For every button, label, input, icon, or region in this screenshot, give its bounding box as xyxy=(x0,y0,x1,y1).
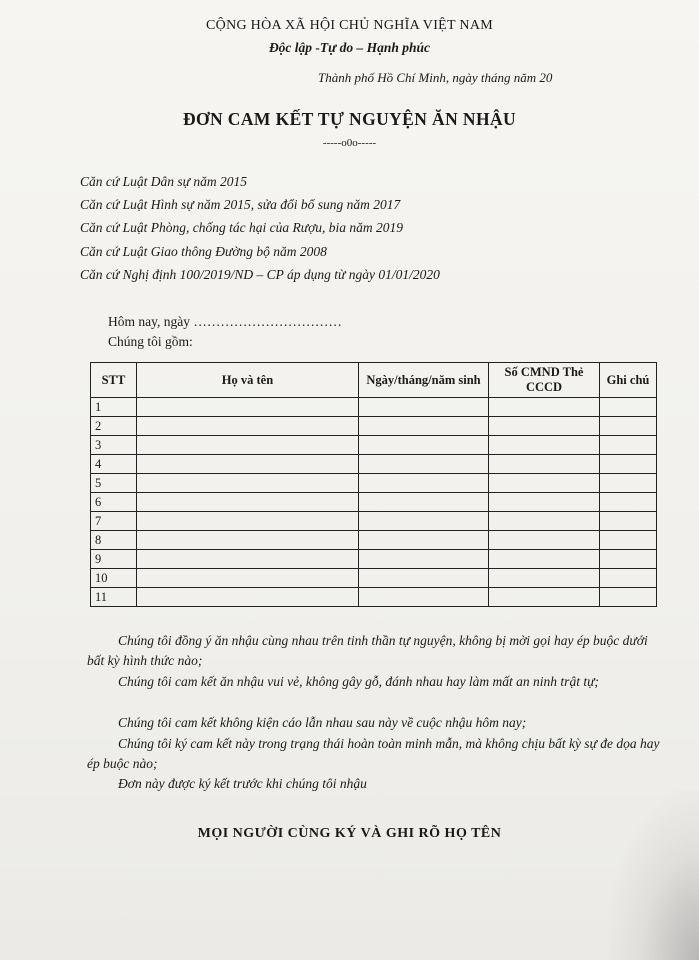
table-row xyxy=(91,436,657,455)
legal-basis-1: Căn cứ Luật Dân sự năm 2015 xyxy=(80,174,247,189)
id-number-cell[interactable] xyxy=(489,474,600,493)
note-cell[interactable] xyxy=(600,588,657,607)
note-cell[interactable] xyxy=(600,474,657,493)
header-full-name: Họ và tên xyxy=(137,363,359,398)
birth-date-cell[interactable] xyxy=(359,417,489,436)
table-row xyxy=(91,417,657,436)
table-row xyxy=(91,474,657,493)
legal-basis-5: Căn cứ Nghị định 100/2019/ND – CP áp dụng từ ngày 01/01/2020 xyxy=(80,267,440,282)
national-motto: Độc lập -Tự do – Hạnh phúc xyxy=(268,40,431,55)
name-cell[interactable] xyxy=(137,588,359,607)
photo-shadow xyxy=(609,790,699,960)
birth-date-cell[interactable] xyxy=(359,512,489,531)
name-cell[interactable] xyxy=(137,531,359,550)
commitment-1: Chúng tôi đồng ý ăn nhậu cùng nhau trên tinh thần tự nguyện, không bị mời gọi hay ép buộc dưới bất kỳ hình thức nào; xyxy=(87,633,648,668)
name-cell[interactable] xyxy=(137,417,359,436)
header-birth-date: Ngày/tháng/năm sinh xyxy=(359,363,489,398)
id-number-cell[interactable] xyxy=(489,512,600,531)
note-cell[interactable] xyxy=(600,569,657,588)
note-cell[interactable] xyxy=(600,398,657,417)
title-separator: -----o0o----- xyxy=(322,137,377,149)
note-cell[interactable] xyxy=(600,531,657,550)
name-cell[interactable] xyxy=(137,455,359,474)
birth-date-cell[interactable] xyxy=(359,550,489,569)
birth-date-cell[interactable] xyxy=(359,398,489,417)
name-cell[interactable] xyxy=(137,569,359,588)
note-cell[interactable] xyxy=(600,455,657,474)
table-row xyxy=(91,531,657,550)
row-number: 8 xyxy=(91,531,137,550)
table-row xyxy=(91,512,657,531)
table-row xyxy=(91,550,657,569)
birth-date-cell[interactable] xyxy=(359,474,489,493)
name-cell[interactable] xyxy=(137,493,359,512)
id-number-cell[interactable] xyxy=(489,417,600,436)
commitment-5: Đơn này được ký kết trước khi chúng tôi nhậu xyxy=(118,776,367,791)
name-cell[interactable] xyxy=(137,512,359,531)
birth-date-cell[interactable] xyxy=(359,569,489,588)
legal-basis-3: Căn cứ Luật Phòng, chống tác hại của Rượu, bia năm 2019 xyxy=(80,220,404,235)
participants-table xyxy=(90,362,657,607)
commitment-2: Chúng tôi cam kết ăn nhậu vui vẻ, không gây gỗ, đánh nhau hay làm mất an ninh trật tự; xyxy=(118,674,599,689)
commitment-4: Chúng tôi ký cam kết này trong trạng thái hoàn toàn minh mẫn, mà không chịu bất kỳ sự đe dọa hay ép buộc nào; xyxy=(87,736,660,771)
row-number: 10 xyxy=(91,569,137,588)
place-date-line: Thành phố Hồ Chí Minh, ngày tháng năm 20 xyxy=(318,70,553,85)
legal-basis-2: Căn cứ Luật Hình sự năm 2015, sửa đổi bổ sung năm 2017 xyxy=(80,197,401,212)
row-number: 5 xyxy=(91,474,137,493)
table-row xyxy=(91,569,657,588)
id-number-cell[interactable] xyxy=(489,550,600,569)
row-number: 11 xyxy=(91,588,137,607)
name-cell[interactable] xyxy=(137,398,359,417)
legal-basis-4: Căn cứ Luật Giao thông Đường bộ năm 2008 xyxy=(80,244,327,259)
members-label: Chúng tôi gồm: xyxy=(108,334,193,349)
row-number: 4 xyxy=(91,455,137,474)
id-number-cell[interactable] xyxy=(489,531,600,550)
row-number: 1 xyxy=(91,398,137,417)
note-cell[interactable] xyxy=(600,550,657,569)
table-row xyxy=(91,588,657,607)
birth-date-cell[interactable] xyxy=(359,436,489,455)
name-cell[interactable] xyxy=(137,474,359,493)
birth-date-cell[interactable] xyxy=(359,455,489,474)
table-row xyxy=(91,493,657,512)
note-cell[interactable] xyxy=(600,417,657,436)
commitment-3: Chúng tôi cam kết không kiện cáo lẫn nhau sau này về cuộc nhậu hôm nay; xyxy=(118,715,527,730)
row-number: 7 xyxy=(91,512,137,531)
name-cell[interactable] xyxy=(137,436,359,455)
today-date-line: Hôm nay, ngày …………………………… xyxy=(108,314,342,329)
row-number: 3 xyxy=(91,436,137,455)
note-cell[interactable] xyxy=(600,512,657,531)
birth-date-cell[interactable] xyxy=(359,531,489,550)
id-number-cell[interactable] xyxy=(489,493,600,512)
signature-instruction: MỌI NGƯỜI CÙNG KÝ VÀ GHI RÕ HỌ TÊN xyxy=(197,826,502,841)
table-row xyxy=(91,398,657,417)
header-stt: STT xyxy=(91,363,137,398)
header-id-number: Số CMND Thẻ CCCD xyxy=(489,363,600,398)
id-number-cell[interactable] xyxy=(489,569,600,588)
name-cell[interactable] xyxy=(137,550,359,569)
document-title: ĐƠN CAM KẾT TỰ NGUYỆN ĂN NHẬU xyxy=(182,109,517,129)
row-number: 9 xyxy=(91,550,137,569)
id-number-cell[interactable] xyxy=(489,398,600,417)
birth-date-cell[interactable] xyxy=(359,493,489,512)
birth-date-cell[interactable] xyxy=(359,588,489,607)
id-number-cell[interactable] xyxy=(489,588,600,607)
row-number: 6 xyxy=(91,493,137,512)
national-title: CỘNG HÒA XÃ HỘI CHỦ NGHĨA VIỆT NAM xyxy=(206,18,493,33)
note-cell[interactable] xyxy=(600,493,657,512)
table-row xyxy=(91,455,657,474)
row-number: 2 xyxy=(91,417,137,436)
note-cell[interactable] xyxy=(600,436,657,455)
header-note: Ghi chú xyxy=(600,363,657,398)
id-number-cell[interactable] xyxy=(489,436,600,455)
id-number-cell[interactable] xyxy=(489,455,600,474)
table-header-row xyxy=(91,363,657,398)
